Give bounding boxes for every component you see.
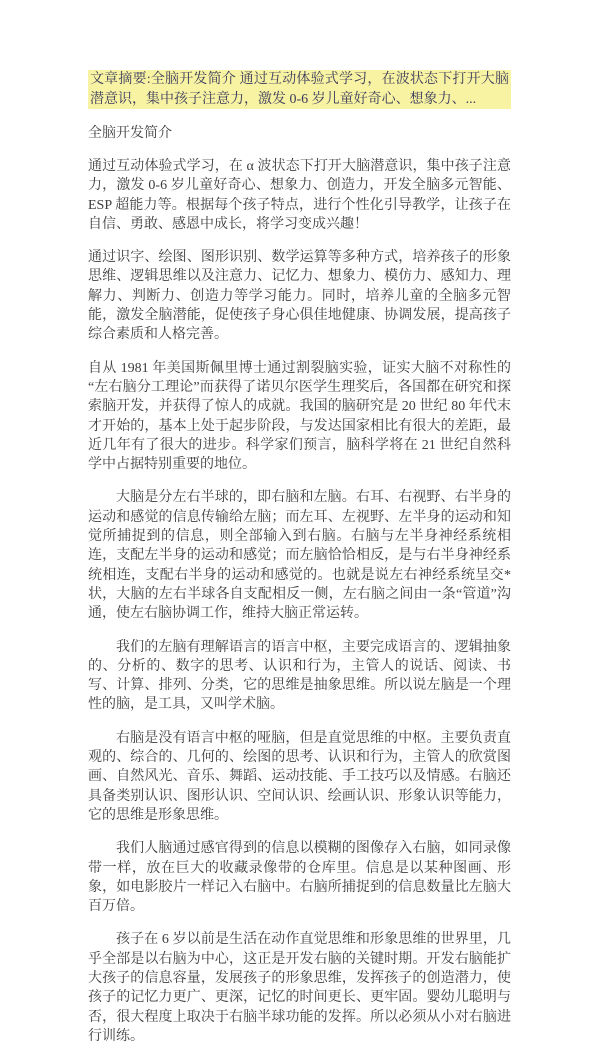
article-summary-highlight: 文章摘要:全脑开发简介 通过互动体验式学习，在波状态下打开大脑潜意识，集中孩子注意力，激发 0-6 岁儿童好奇心、想象力、... [88, 70, 511, 109]
paragraph-6: 右脑是没有语言中枢的哑脑，但是直觉思维的中枢。主要负责直观的、综合的、几何的、绘图的思考、认识和行为，主管人的欣赏图画、自然风光、音乐、舞蹈、运动技能、手工技巧以及情感。右脑还具备类别认识、图形认识、空间认识、绘画认识、形象认识等能力，它的思维是形象思维。 [88, 730, 511, 823]
article [88, 70, 511, 1046]
paragraph-5: 我们的左脑有理解语言的语言中枢，主要完成语言的、逻辑抽象的、分析的、数字的思考、认识和行为，主管人的说话、阅读、书写、计算、排列、分类，它的思维是抽象思维。所以说左脑是一个理性的脑，是工具，又叫学术脑。 [88, 639, 511, 713]
paragraph-4: 大脑是分左右半球的，即右脑和左脑。右耳、右视野、右半身的运动和感觉的信息传输给左脑；而左耳、左视野、左半身的运动和知觉所捕捉到的信息，则全部输入到右脑。右脑与左半身神经系统相连，支配左半身的运动和感觉；而左脑恰恰相反，是与右半身神经系统相连，支配右半身的运动和感觉的。也就是说左右神经系统呈交*状，大脑的左右半球各自支配相反一侧，左右脑之间由一条“管道”沟通，使左右脑协调工作，维持大脑正常运转。 [88, 490, 511, 622]
article-body [88, 157, 511, 1046]
paragraph-7: 我们人脑通过感官得到的信息以模糊的图像存入右脑，如同录像带一样，放在巨大的收藏录像带的仓库里。信息是以某种图画、形象，如电影胶片一样记入右脑中。右脑所捕捉到的信息数量比左脑大百万倍。 [88, 841, 511, 915]
paragraph-8: 孩子在 6 岁以前是生活在动作直觉思维和形象思维的世界里，几乎全部是以右脑为中心，这正是开发右脑的关键时期。开发右脑能扩大孩子的信息容量，发展孩子的形象思维，发挥孩子的创造潜力，使孩子的记忆力更广、更深，记忆的时间更长、更牢固。婴幼儿聪明与否，很大程度上取决于右脑半球功能的发挥。所以必须从小对右脑进行训练。 [88, 932, 511, 1044]
paragraph-1: 通过互动体验式学习，在 α 波状态下打开大脑潜意识，集中孩子注意力，激发 0-6 岁儿童好奇心、想象力、创造力，开发全脑多元智能、ESP 超能力等。根据每个孩子特点，进行个性化引导教学，让孩子在自信、勇敢、感恩中成长，将学习变成兴趣！ [88, 159, 511, 232]
article-title: 全脑开发简介 [88, 126, 172, 141]
paragraph-3: 自从 1981 年美国斯佩里博士通过割裂脑实验，证实大脑不对称性的“左右脑分工理论”而获得了诺贝尔医学生理奖后，各国都在研究和探索脑开发，并获得了惊人的成就。我国的脑研究是 20 世纪 80 年代末才开始的，基本上处于起步阶段，与发达国家相比有很大的差距，最近几年有了很大的进步。科学家们预言，脑科学将在 21 世纪自然科学中占据特别重要的地位。 [88, 360, 511, 473]
paragraph-2: 通过识字、绘图、图形识别、数学运算等多种方式，培养孩子的形象思维、逻辑思维以及注意力、记忆力、想象力、模仿力、感知力、理解力、判断力、创造力等学习能力。同时，培养儿童的全脑多元智能，激发全脑潜能，促使孩子身心俱佳地健康、协调发展，提高孩子综合素质和人格完善。 [88, 250, 511, 343]
